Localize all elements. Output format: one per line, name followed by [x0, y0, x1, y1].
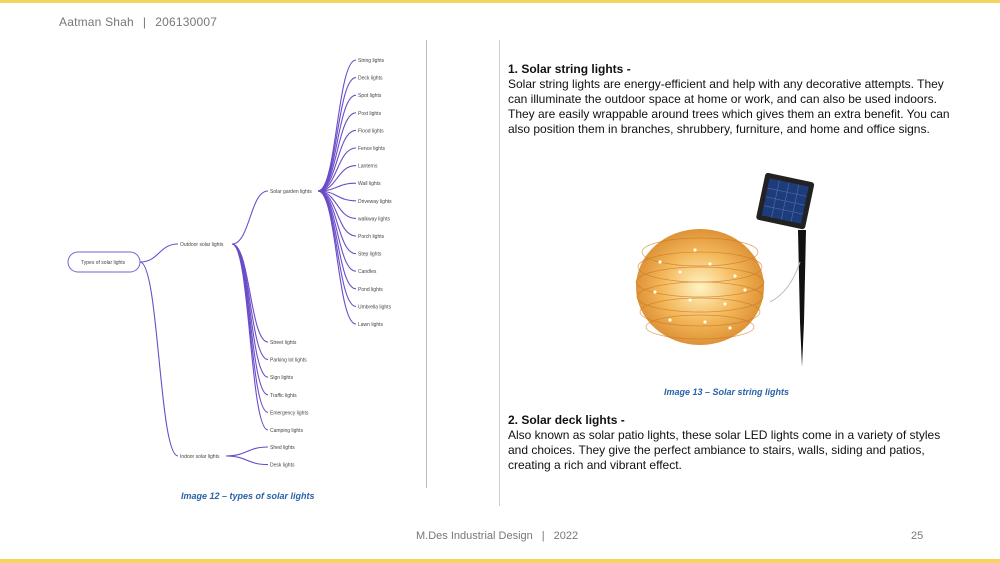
- section-string-lights: [508, 62, 958, 137]
- tree-leaf-indoor-0: Shed lights: [270, 445, 295, 451]
- tree-leaf-outdoor-0: Street lights: [270, 340, 297, 346]
- section-deck-lights-body: Also known as solar patio lights, these solar LED lights come in a variety of styles and choices. They give the perfect ambiance to stairs, walls, siding and patios, creating a rich and vibrant effect.: [508, 428, 941, 472]
- header-separator: |: [142, 15, 147, 29]
- footer: [416, 530, 578, 542]
- tree-branch: [140, 244, 178, 262]
- footer-year: 2022: [553, 530, 579, 542]
- tree-branch: [140, 262, 178, 456]
- section-deck-lights: [508, 413, 958, 473]
- tree-leaf-outdoor-5: Camping lights: [270, 428, 304, 434]
- tree-branch: [226, 447, 268, 456]
- tree-branch: [318, 191, 356, 324]
- tree-leaf-garden-8: Driveway lights: [358, 198, 392, 205]
- tree-leaf-garden-6: Lanterns: [358, 163, 378, 170]
- tree-branch: [318, 191, 356, 306]
- tree-branch: [318, 191, 356, 289]
- image-13-caption: Image 13 – Solar string lights: [664, 387, 790, 397]
- tree-branch: [318, 78, 356, 191]
- tree-node-indoor: Indoor solar lights: [180, 454, 220, 460]
- tree-leaf-garden-13: Pond lights: [358, 286, 383, 293]
- tree-leaf-garden-3: Post lights: [358, 110, 382, 117]
- tree-branch: [318, 95, 356, 191]
- tree-leaf-indoor-1: Desk lights: [270, 462, 295, 469]
- tree-branch: [232, 244, 268, 377]
- solar-lights-tree-diagram: [0, 0, 430, 490]
- divider-line-center: [499, 40, 500, 506]
- tree-leaf-outdoor-1: Parking lot lights: [270, 357, 307, 364]
- tree-leaf-outdoor-4: Emergency lights: [270, 410, 309, 417]
- tree-leaf-outdoor-3: Traffic lights: [270, 392, 297, 399]
- tree-leaf-garden-7: Wall lights: [358, 181, 381, 188]
- solar-string-lights-image: [630, 172, 830, 372]
- tree-leaf-outdoor-2: Sign lights: [270, 375, 294, 382]
- tree-branch: [318, 148, 356, 191]
- tree-branch: [318, 60, 356, 191]
- author-name: Aatman Shah: [59, 15, 134, 29]
- tree-leaf-garden-15: Lawn lights: [358, 322, 384, 328]
- tree-branch: [318, 130, 356, 191]
- tree-leaf-garden-1: Deck lights: [358, 75, 383, 82]
- tree-root-label: Types of solar lights: [81, 260, 126, 266]
- tree-branch: [232, 191, 268, 244]
- tree-branch: [232, 244, 268, 412]
- tree-branch: [226, 456, 268, 465]
- tree-leaf-garden-4: Flood lights: [358, 128, 384, 135]
- tree-leaf-garden-11: Step lights: [358, 251, 382, 258]
- student-id: 206130007: [155, 15, 218, 29]
- section-deck-lights-title: 2. Solar deck lights -: [508, 413, 625, 427]
- tree-leaf-garden-2: Spot lights: [358, 93, 382, 100]
- tree-node-garden: Solar garden lights: [270, 189, 312, 195]
- bottom-accent-bar: [0, 559, 1000, 563]
- section-string-lights-title: 1. Solar string lights -: [508, 62, 631, 76]
- tree-leaf-garden-5: Fence lights: [358, 146, 385, 152]
- tree-node-outdoor: Outdoor solar lights: [180, 242, 224, 248]
- image-12-caption: Image 12 – types of solar lights: [181, 491, 315, 501]
- tree-leaf-garden-12: Candles: [358, 269, 377, 276]
- tree-leaf-garden-0: String lights: [358, 58, 385, 64]
- footer-separator: |: [541, 530, 545, 542]
- section-string-lights-body: Solar string lights are energy-efficient and help with any decorative attempts. They can illuminate the outdoor space at home or work, and can also be used indoors. They are easily wrappable around trees which gives them an extra benefit. You can also position them in branches, shrubbery, furniture, and home and office signs.: [508, 77, 950, 136]
- tree-leaf-garden-14: Umbrella lights: [358, 304, 392, 311]
- footer-program: M.Des Industrial Design: [416, 530, 533, 542]
- tree-branch: [232, 244, 268, 430]
- page-number: 25: [911, 530, 924, 542]
- tree-leaf-garden-9: walkway lights: [358, 216, 390, 223]
- tree-leaf-garden-10: Porch lights: [358, 234, 385, 240]
